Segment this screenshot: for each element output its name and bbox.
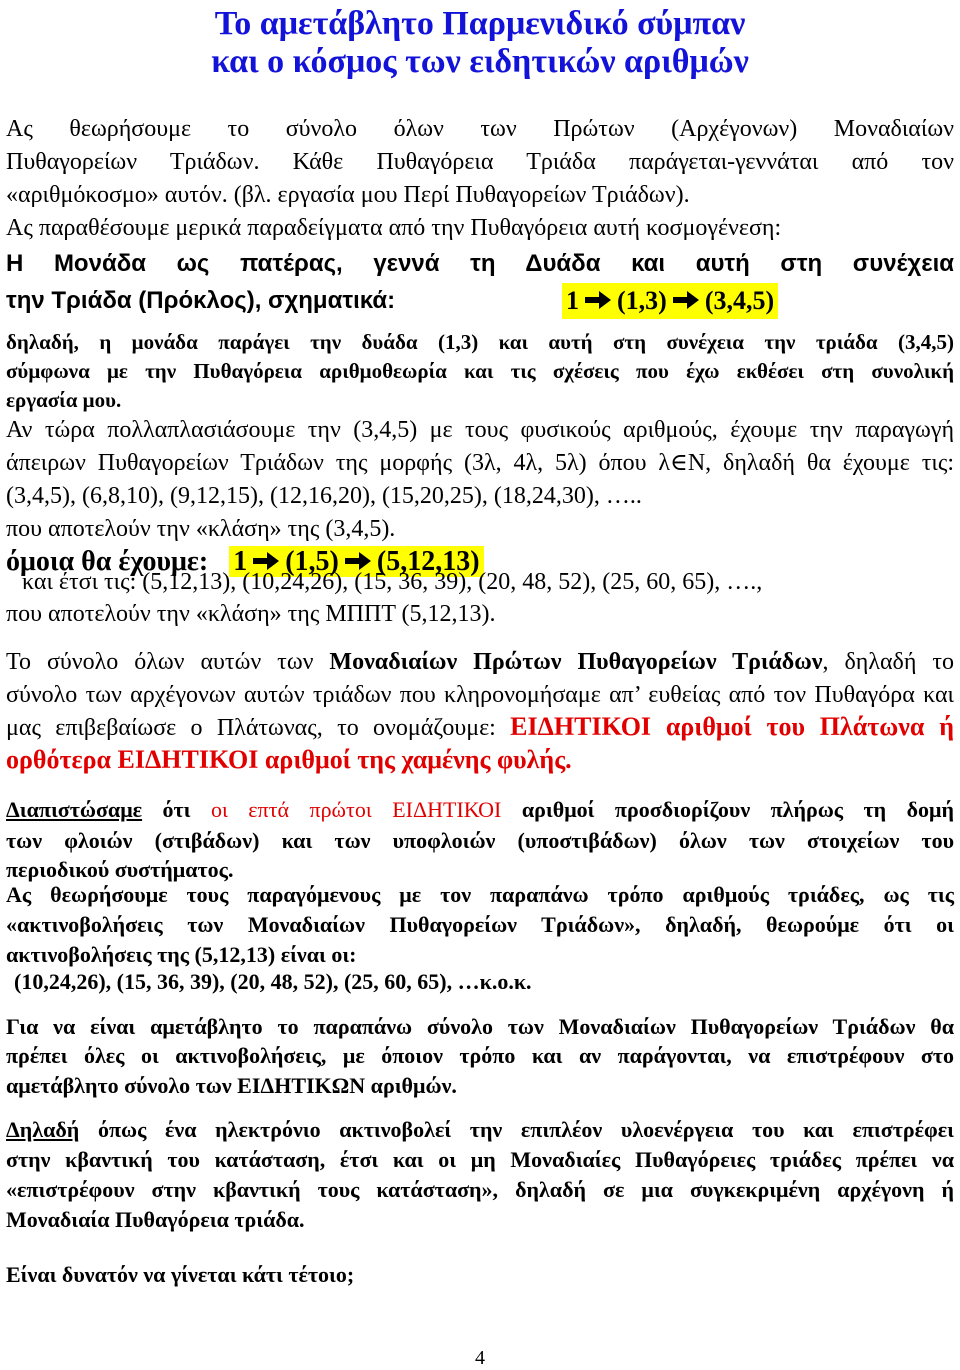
set-line-3-red: ΕΙΔΗΤΙΚΟΙ αριθμοί του Πλάτωνα ή [510, 712, 954, 741]
right-arrow-icon [583, 289, 613, 311]
set-line-2: σύνολο των αρχέγονων αυτών τριάδων που κληρονομήσαμε απ’ ευθείας από τον Πυθαγόρα και [6, 682, 954, 708]
found-line-1 [6, 795, 954, 825]
similar-pair: (1,5) [285, 546, 339, 577]
monad-line-2 [6, 283, 954, 319]
monad-line-1: Η Μονάδα ως πατέρας, γεννά τη Δυάδα και αυτή στη συνέχεια [6, 250, 954, 277]
set-line-1 [6, 646, 954, 679]
invariant-line-3: αμετάβλητο σύνολο των ΕΙΔΗΤΙΚΩΝ αριθμών. [6, 1073, 457, 1098]
multiply-line-2 [6, 447, 954, 480]
explain-line-1: δηλαδή, η μονάδα παράγει την δυάδα (1,3) και αυτή στη συνέχεια την τριάδα (3,4,5) [6, 330, 954, 354]
intro-line-4: Ας παραθέσουμε μερικά παραδείγματα από την Πυθαγόρεια αυτή κοσμογένεση: [6, 215, 782, 241]
found-line-7: (10,24,26), (15, 36, 39), (20, 48, 52), (25, 60, 65), …κ.ο.κ. [14, 969, 532, 994]
monad-intro-text: την Τριάδα (Πρόκλος), σχηματικά: [6, 287, 396, 314]
set-line-1-end: , δηλαδή το [822, 649, 954, 675]
multiply-line-2-end: Ν, δηλαδή θα έχουμε τις: [687, 450, 954, 476]
found-seven-first: οι επτά πρώτοι [210, 797, 393, 822]
found-oti: ότι [142, 797, 211, 822]
similar-line-2: και έτσι τις: (5,12,13), (10,24,26), (15, 36, 39), (20, 48, 52), (25, 60, 65), …., [22, 569, 763, 595]
title-line-2: και ο κόσμος των ειδητικών αριθμών [211, 43, 749, 80]
closing-question: Είναι δυνατόν να γίνεται κάτι τέτοιο; [6, 1262, 355, 1287]
invariant-line-1: Για να είναι αμετάβλητο το παραπάνω σύνολο των Μοναδιαίων Πυθαγορείων Τριάδων θα [6, 1014, 954, 1039]
scheme-triple: (3,4,5) [704, 286, 775, 315]
multiply-line-1: Αν τώρα πολλαπλασιάσουμε την (3,4,5) με τους φυσικούς αριθμούς, έχουμε την παραγωγή [6, 417, 954, 443]
multiply-line-3: (3,4,5), (6,8,10), (9,12,15), (12,16,20), (15,20,25), (18,24,30), ….. [6, 483, 642, 509]
multiply-line-2-text: άπειρων Πυθαγορείων Τριάδων της μορφής (3λ, 4λ, 5λ) όπου λ [6, 450, 671, 476]
title-line-1: Το αμετάβλητο Παρμενιδικό σύμπαν [214, 5, 746, 42]
found-line-2: των φλοιών (στιβάδων) και των υποφλοιών (υποστιβάδων) όλων των στοιχείων του [6, 828, 954, 853]
electron-rest: όπως ένα ηλεκτρόνιο ακτινοβολεί την επιπλέον υλοενέργεια του και επιστρέφει [79, 1117, 954, 1142]
multiply-line-4: που αποτελούν την «κλάση» της (3,4,5). [6, 516, 396, 542]
invariant-line-2: πρέπει όλες οι ακτινοβολήσεις, με όποιον τρόπο και αν παράγονται, να επιστρέφουν στο [6, 1043, 954, 1068]
element-of-symbol: ∈ [670, 450, 688, 476]
similar-line-3: που αποτελούν την «κλάση» της ΜΠΠΤ (5,12,13). [6, 601, 496, 627]
electron-line-4: Μοναδιαία Πυθαγόρεια τριάδα. [6, 1207, 305, 1232]
right-arrow-icon [671, 289, 701, 311]
set-line-1-start: Το σύνολο όλων αυτών των [6, 649, 330, 675]
explain-line-2: σύμφωνα με την Πυθαγόρεια αριθμοθεωρία και τις σχέσεις που έχω εκθέσει στη συνολική [6, 359, 954, 383]
scheme-one: 1 [566, 286, 579, 315]
intro-line-2: Πυθαγορείων Τριάδων. Κάθε Πυθαγόρεια Τριάδα παράγεται-γεννάται από τον [6, 149, 954, 175]
found-line-3: περιοδικού συστήματος. [6, 857, 234, 882]
electron-line-1-text [6, 1117, 954, 1142]
found-eidetic: ΕΙΔΗΤΙΚΟΙ [392, 797, 502, 822]
electron-first-word: Δηλαδή [6, 1117, 80, 1142]
similar-label: όμοια θα έχουμε: [6, 546, 209, 577]
scheme-pair: (1,3) [617, 286, 667, 315]
monad-scheme-highlight [562, 283, 778, 319]
page-number: 4 [475, 1347, 485, 1369]
found-line-6: ακτινοβολήσεις της (5,12,13) είναι οι: [6, 942, 357, 967]
electron-line-3: «επιστρέφουν στην κβαντική τους κατάσταση», δηλαδή σε μια συγκεκριμένη αρχέγονη ή [6, 1177, 954, 1202]
similar-one: 1 [233, 546, 248, 577]
found-diapistosame: Διαπιστώσαμε [6, 797, 143, 822]
intro-line-1: Ας θεωρήσουμε το σύνολο όλων των Πρώτων (Αρχέγονων) Μοναδιαίων [6, 116, 954, 142]
explain-line-3: εργασία μου. [6, 388, 122, 412]
found-line-4: Ας θεωρήσουμε τους παραγόμενους με τον παραπάνω τρόπο αριθμούς τριάδες, ως τις [6, 882, 954, 907]
found-line-5: «ακτινοβολήσεις των Μοναδιαίων Πυθαγορείων Τριάδων», δηλαδή, θεωρούμε ότι οι [6, 912, 954, 937]
electron-line-2: στην κβαντική του κατάσταση, έτσι και οι μη Μοναδιαίες Πυθαγόρειες τριάδες πρέπει να [6, 1147, 954, 1172]
set-line-3 [6, 710, 954, 745]
set-line-1-bold: Μοναδιαίων Πρώτων Πυθαγορείων Τριάδων [329, 649, 823, 675]
set-line-4: ορθότερα ΕΙΔΗΤΙΚΟΙ αριθμοί της χαμένης φυλής. [6, 745, 572, 774]
similar-triple: (5,12,13) [376, 546, 480, 577]
set-line-3-start: μας επιβεβαίωσε ο Πλάτωνας, το ονομάζουμε: [6, 715, 511, 741]
found-line-1-end: αριθμοί προσδιορίζουν πλήρως τη δομή [501, 797, 954, 822]
intro-line-3: «αριθμόκοσμο» αυτόν. (βλ. εργασία μου Περί Πυθαγορείων Τριάδων). [6, 182, 690, 208]
electron-line-1 [6, 1115, 954, 1145]
